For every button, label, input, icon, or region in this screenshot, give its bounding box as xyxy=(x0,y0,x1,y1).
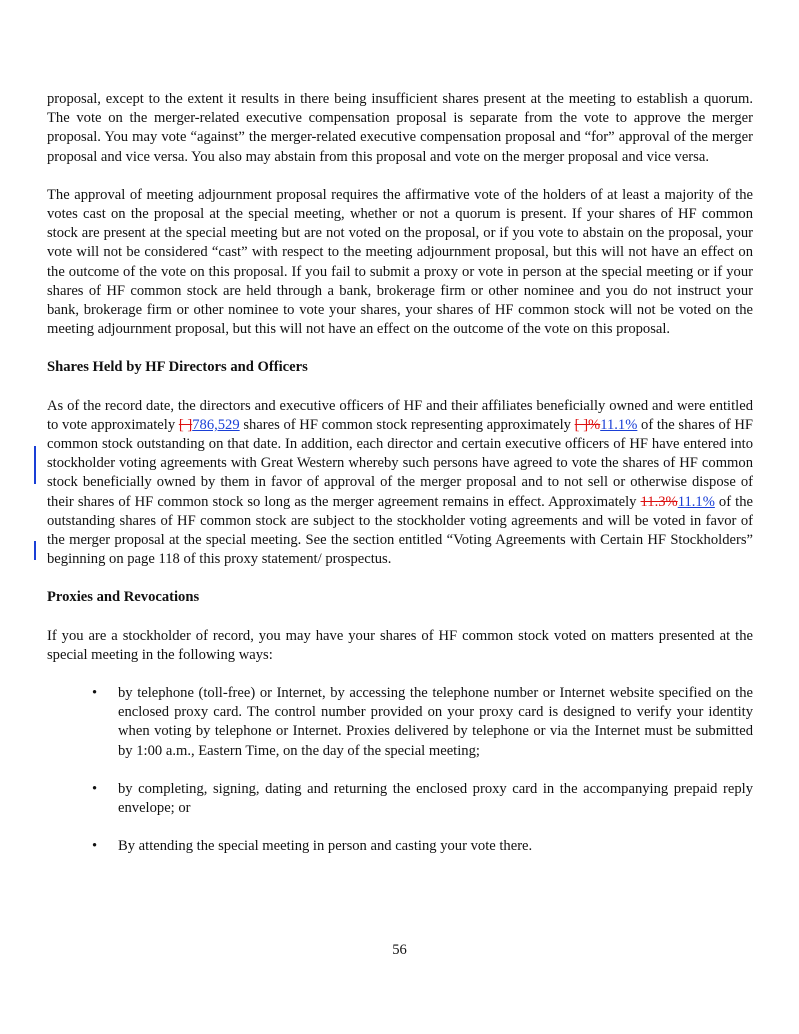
list-item-text: by completing, signing, dating and returning the enclosed proxy card in the accompanying prepaid reply envelope; or xyxy=(118,780,753,817)
document-page xyxy=(47,90,753,876)
paragraph-adjournment: The approval of meeting adjournment proposal requires the affirmative vote of the holders of at least a majority of the votes cast on the proposal at the special meeting, whether or not a quorum is present. If your shares of HF common stock are present at the special meeting but are not voted on the proposal, or if you vote to abstain on the proposal, your vote will not be considered “cast” with respect to the meeting adjournment proposal, but this will not have an effect on the outcome of the vote on this proposal. If you fail to submit a proxy or vote in person at the special meeting or if your shares of HF common stock are held through a bank, brokerage firm or other nominee and you do not instruct your bank, brokerage firm or other nominee to vote your shares, your shares of HF common stock will not be voted on the meeting adjournment proposal, but this will not have an effect on the outcome of the vote on this proposal. xyxy=(47,186,753,338)
text-segment: shares of HF common stock representing approximately xyxy=(239,416,575,433)
paragraph-vote-compensation: proposal, except to the extent it results in there being insufficient shares present at the meeting to establish a quorum. The vote on the merger-related executive compensation proposal is separate from the vote to approve the merger proposal. You may vote “against” the merger-related executive compensation proposal and “for” approval of the merger proposal and vice versa. You also may abstain from this proposal and vote on the merger proposal and vice versa. xyxy=(47,91,753,165)
list-item-text: By attending the special meeting in person and casting your vote there. xyxy=(118,838,533,855)
deleted-text: [ ]% xyxy=(574,416,601,433)
inserted-text: 11.1% xyxy=(677,493,715,510)
voting-methods-list xyxy=(47,684,753,856)
bullet-icon: • xyxy=(92,780,98,797)
list-item xyxy=(47,780,753,818)
inserted-text: 786,529 xyxy=(192,416,240,433)
heading-proxies: Proxies and Revocations xyxy=(47,589,200,606)
text-segment: of the outstanding shares of HF common stock are subject to the stockholder voting agreements and will be voted in favor of the merger proposal at the special meeting. See the section entitled “Voting Agreements with Certain HF Stockholders” beginning on page 118 of this proxy statement/ prospectus. xyxy=(47,493,753,568)
list-item xyxy=(47,837,753,856)
list-item-text: by telephone (toll-free) or Internet, by accessing the telephone number or Internet website specified on the enclosed proxy card. The control number provided on your proxy card is designed to verify your identity when voting by telephone or Internet. Proxies delivered by telephone or via the Internet must be submitted by 1:00 a.m., Eastern Time, on the day of the special meeting; xyxy=(118,685,753,759)
text-segment: As of the record date, the directors and executive officers of HF and their affiliates beneficially owned and were entitled to vote approximately xyxy=(47,397,753,433)
bullet-icon: • xyxy=(92,838,98,855)
text-segment: of the shares of HF common stock outstanding on that date. In addition, each director and certain executive officers of HF have entered into stockholder voting agreements with Great Western whereby such persons have agreed to vote the shares of HF common stock beneficially owned by them in favor of approval of the merger proposal and to not sell or otherwise dispose of their shares of HF common stock so long as the merger agreement remains in effect. Approximately xyxy=(47,416,754,510)
paragraph-proxies-intro: If you are a stockholder of record, you may have your shares of HF common stock voted on matters presented at the special meeting in the following ways: xyxy=(47,627,753,663)
inserted-text: 11.1% xyxy=(600,416,638,433)
paragraph-shares-held xyxy=(47,397,753,570)
change-bar-2 xyxy=(34,541,36,560)
deleted-text: [ ] xyxy=(178,416,193,433)
heading-shares-held: Shares Held by HF Directors and Officers xyxy=(47,359,308,376)
deleted-text: 11.3% xyxy=(640,493,678,510)
page-number: 56 xyxy=(392,942,407,958)
list-item xyxy=(47,684,753,761)
bullet-icon: • xyxy=(92,685,98,702)
change-bar-1 xyxy=(34,446,36,484)
